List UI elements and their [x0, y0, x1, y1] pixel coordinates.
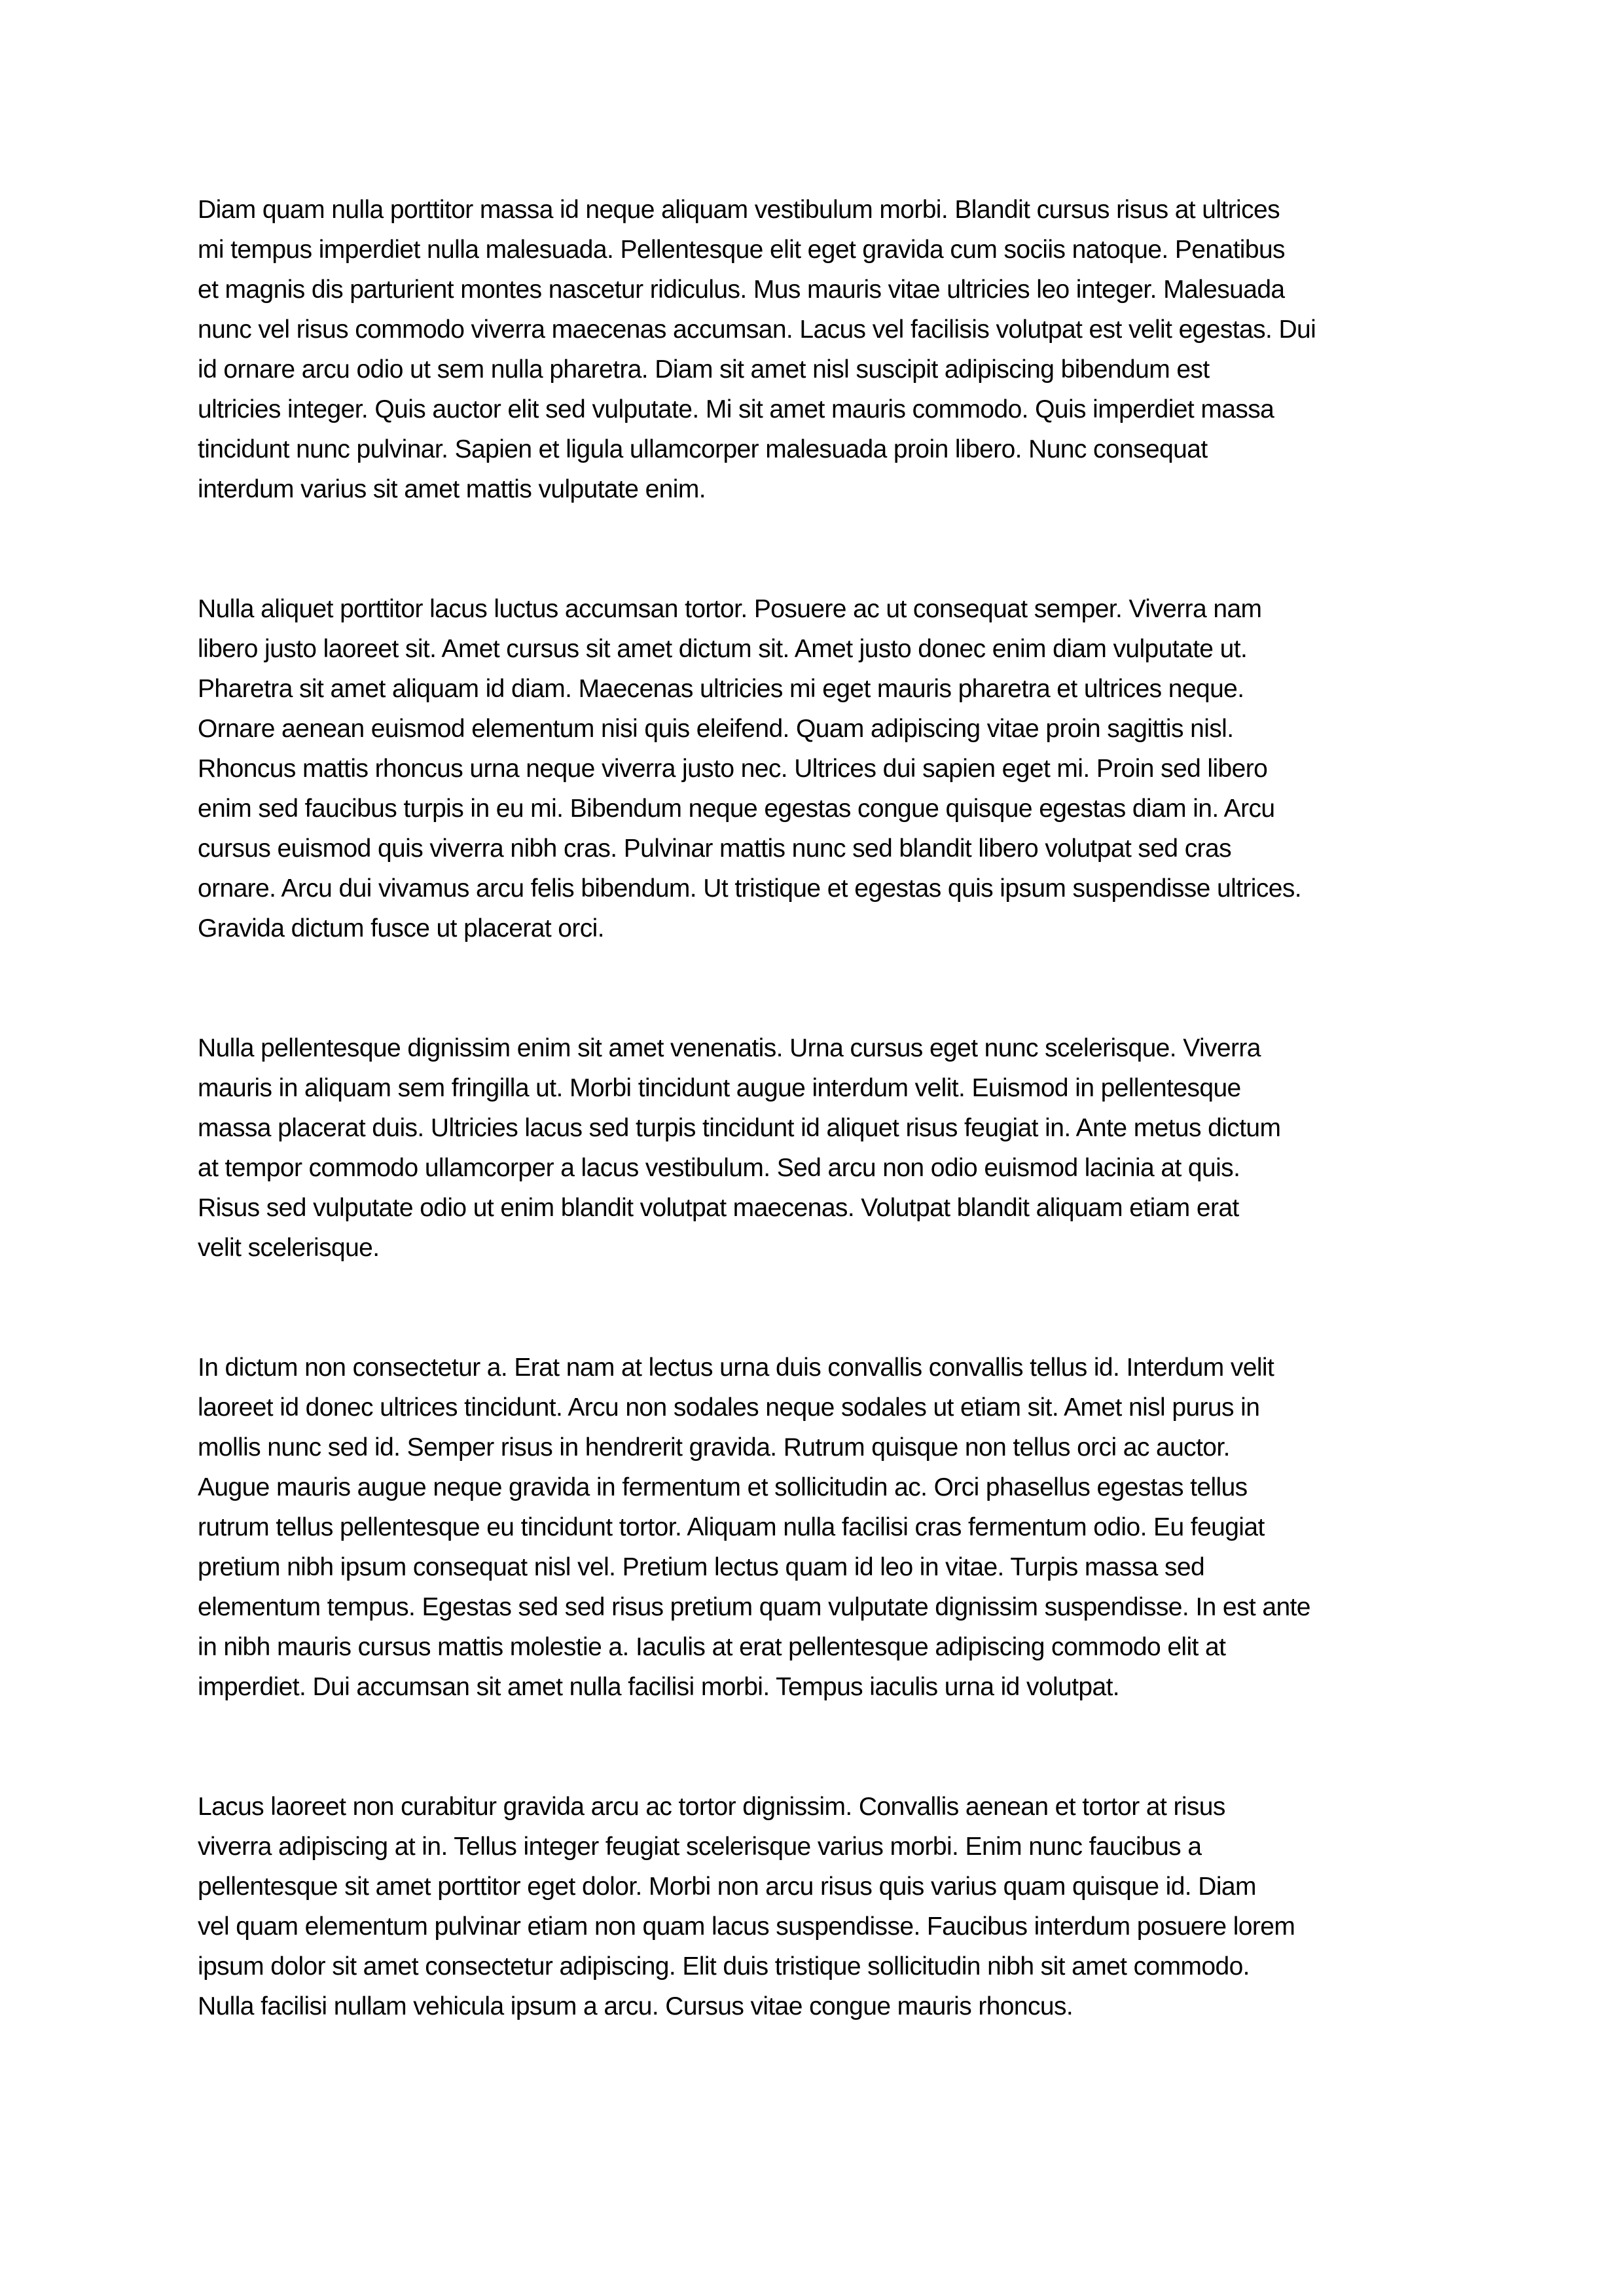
text-line: Gravida dictum fusce ut placerat orci. [198, 914, 604, 942]
paragraph-4 [198, 1348, 1481, 1707]
paragraph-1 [198, 190, 1481, 509]
text-line: Augue mauris augue neque gravida in fermentum et sollicitudin ac. Orci phasellus egestas tellus [198, 1473, 1248, 1501]
text-line: viverra adipiscing at in. Tellus integer feugiat scelerisque varius morbi. Enim nunc faucibus a [198, 1833, 1202, 1861]
text-line: ultricies integer. Quis auctor elit sed vulputate. Mi sit amet mauris commodo. Quis imperdiet massa [198, 395, 1274, 423]
text-line: pretium nibh ipsum consequat nisl vel. Pretium lectus quam id leo in vitae. Turpis massa sed [198, 1553, 1205, 1581]
text-line: id ornare arcu odio ut sem nulla pharetra. Diam sit amet nisl suscipit adipiscing bibendum est [198, 355, 1210, 384]
text-line: Risus sed vulputate odio ut enim blandit volutpat maecenas. Volutpat blandit aliquam etiam erat [198, 1194, 1239, 1222]
text-line: cursus euismod quis viverra nibh cras. Pulvinar mattis nunc sed blandit libero volutpat sed cras [198, 834, 1232, 863]
text-line: Lacus laoreet non curabitur gravida arcu ac tortor dignissim. Convallis aenean et tortor at risus [198, 1793, 1225, 1821]
text-line: Ornare aenean euismod elementum nisi quis eleifend. Quam adipiscing vitae proin sagittis nisl. [198, 715, 1234, 743]
text-line: et magnis dis parturient montes nascetur ridiculus. Mus mauris vitae ultricies leo integer. Malesuada [198, 276, 1285, 304]
text-line: Nulla facilisi nullam vehicula ipsum a arcu. Cursus vitae congue mauris rhoncus. [198, 1992, 1074, 2020]
text-line: massa placerat duis. Ultricies lacus sed turpis tincidunt id aliquet risus feugiat in. Ante metus dictum [198, 1114, 1281, 1142]
text-line: tincidunt nunc pulvinar. Sapien et ligula ullamcorper malesuada proin libero. Nunc consequat [198, 435, 1208, 463]
text-line: elementum tempus. Egestas sed sed risus pretium quam vulputate dignissim suspendisse. In est ante [198, 1593, 1310, 1621]
text-line: in nibh mauris cursus mattis molestie a. Iaculis at erat pellentesque adipiscing commodo elit at [198, 1633, 1226, 1661]
text-line: Diam quam nulla porttitor massa id neque aliquam vestibulum morbi. Blandit cursus risus at ultrices [198, 196, 1280, 224]
text-line: Nulla pellentesque dignissim enim sit amet venenatis. Urna cursus eget nunc scelerisque. Viverra [198, 1034, 1261, 1062]
text-line: interdum varius sit amet mattis vulputate enim. [198, 475, 706, 503]
text-line: ipsum dolor sit amet consectetur adipiscing. Elit duis tristique sollicitudin nibh sit amet commodo. [198, 1952, 1250, 1981]
text-line: vel quam elementum pulvinar etiam non quam lacus suspendisse. Faucibus interdum posuere lorem [198, 1912, 1295, 1941]
paragraph-3 [198, 1028, 1481, 1268]
text-line: rutrum tellus pellentesque eu tincidunt tortor. Aliquam nulla facilisi cras fermentum odio. Eu feugiat [198, 1513, 1265, 1541]
paragraph-5 [198, 1787, 1481, 2026]
text-line: ornare. Arcu dui vivamus arcu felis bibendum. Ut tristique et egestas quis ipsum suspendisse ultrices. [198, 874, 1301, 903]
text-line: libero justo laoreet sit. Amet cursus sit amet dictum sit. Amet justo donec enim diam vulputate ut. [198, 635, 1248, 663]
text-line: laoreet id donec ultrices tincidunt. Arcu non sodales neque sodales ut etiam sit. Amet nisl purus in [198, 1393, 1260, 1422]
text-line: Rhoncus mattis rhoncus urna neque viverra justo nec. Ultrices dui sapien eget mi. Proin sed libero [198, 755, 1268, 783]
text-line: velit scelerisque. [198, 1234, 380, 1262]
text-line: Pharetra sit amet aliquam id diam. Maecenas ultricies mi eget mauris pharetra et ultrices neque. [198, 675, 1244, 703]
document-body [198, 190, 1481, 2106]
text-line: imperdiet. Dui accumsan sit amet nulla facilisi morbi. Tempus iaculis urna id volutpat. [198, 1673, 1120, 1701]
text-line: mi tempus imperdiet nulla malesuada. Pellentesque elit eget gravida cum sociis natoque. Penatibus [198, 236, 1285, 264]
text-line: enim sed faucibus turpis in eu mi. Bibendum neque egestas congue quisque egestas diam in. Arcu [198, 795, 1275, 823]
text-line: pellentesque sit amet porttitor eget dolor. Morbi non arcu risus quis varius quam quisque id. Diam [198, 1873, 1256, 1901]
text-line: In dictum non consectetur a. Erat nam at lectus urna duis convallis convallis tellus id. Interdum velit [198, 1354, 1274, 1382]
text-line: at tempor commodo ullamcorper a lacus vestibulum. Sed arcu non odio euismod lacinia at quis. [198, 1154, 1240, 1182]
text-line: mollis nunc sed id. Semper risus in hendrerit gravida. Rutrum quisque non tellus orci ac auctor. [198, 1433, 1230, 1462]
paragraph-2 [198, 589, 1481, 948]
text-line: nunc vel risus commodo viverra maecenas accumsan. Lacus vel facilisis volutpat est velit egestas. Dui [198, 315, 1316, 344]
text-line: Nulla aliquet porttitor lacus luctus accumsan tortor. Posuere ac ut consequat semper. Viverra nam [198, 595, 1262, 623]
text-line: mauris in aliquam sem fringilla ut. Morbi tincidunt augue interdum velit. Euismod in pellentesque [198, 1074, 1241, 1102]
